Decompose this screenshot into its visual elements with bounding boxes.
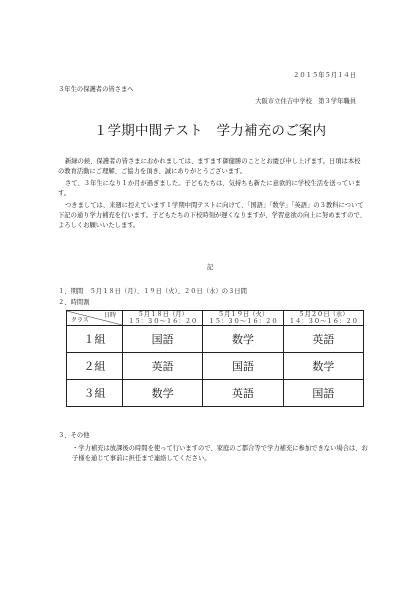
subject-cell: 英語: [283, 326, 363, 353]
sender: 大阪市立住吉中学校 第３学年職員: [255, 98, 356, 105]
body-text: [58, 157, 366, 233]
corner-label-class: クラス: [71, 317, 89, 324]
subject-cell: 英語: [123, 353, 203, 380]
subject-cell: 英語: [203, 380, 283, 407]
day-time: １５：３０～１６：２０: [128, 318, 198, 325]
day-time: １５：３０～１６：２０: [208, 318, 278, 325]
item-timetable: ２、時間割: [58, 299, 90, 306]
day-date: ５月１８日（月）: [137, 311, 188, 318]
ki-heading: 記: [206, 264, 214, 271]
table-row: [67, 353, 364, 380]
table-row: [67, 380, 364, 407]
item-other: ３、その他: [58, 432, 90, 439]
subject-cell: 国語: [283, 380, 363, 407]
day-date: ５月２０日（水）: [298, 311, 349, 318]
subject-cell: 国語: [203, 353, 283, 380]
timetable: [66, 310, 364, 407]
paragraph-greeting: 新緑の候、保護者の皆さまにおかれましては、ますます御健勝のこととお慶び申し上げます。日頃は本校の教育活動にご理解、ご協力を頂き、誠にありがとうございます。: [58, 158, 361, 176]
class-cell: ３組: [67, 380, 123, 407]
issue-date: ２０１５年５月１４日: [293, 72, 356, 79]
class-cell: ２組: [67, 353, 123, 380]
day-time: １４：３０～１６：２０: [288, 318, 358, 325]
table-row: [67, 326, 364, 353]
day-date: ５月１９日（火）: [217, 311, 269, 318]
corner-label-date: 日時: [103, 312, 116, 319]
subject-cell: 数学: [283, 353, 363, 380]
subject-cell: 国語: [123, 326, 203, 353]
subject-cell: 数学: [203, 326, 283, 353]
timetable-corner: [67, 311, 123, 326]
day-header: [203, 311, 283, 326]
document-title: １学期中間テスト 学力補充のご案内: [93, 123, 327, 139]
item-period: １、期間 ５月１８日（月）、１９日（火）、２０日（水）の３日間: [58, 288, 247, 295]
subject-cell: 数学: [123, 380, 203, 407]
day-header: [123, 311, 203, 326]
class-cell: １組: [67, 326, 123, 353]
paragraph-announcement: つきましては、来週に控えています１学期中間テストに向けて、「国語」「数学」「英語」の３教科について下記の通り学力補充を行います。子どもたちの下校時刻が遅くなりますが、学習意欲の向上に努めますので、よろしくお願いいたします。: [58, 201, 366, 230]
note-text: ・学力補充は放課後の時間を使って行いますので、家庭のご都合等で学力補充に参加できない場合は、お子様を通じて事前に担任まで連絡してください。: [72, 445, 368, 463]
day-header: [283, 311, 363, 326]
timetable-header-row: [67, 311, 364, 326]
paragraph-status: さて、３年生になり１か月が過ぎました。子どもたちは、気持ちも新たに意欲的に学校生活を送っています。: [58, 179, 361, 198]
addressee: ３年生の保護者の皆さまへ: [58, 86, 134, 93]
